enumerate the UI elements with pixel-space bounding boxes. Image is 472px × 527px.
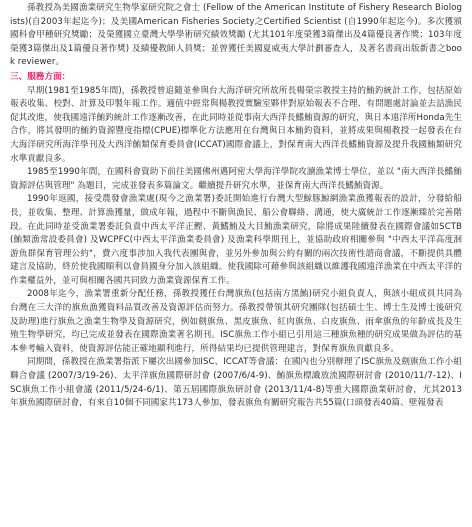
- service-paragraph-1: 早期(1981至1985年間)，孫教授曾追隨並參與台大海洋研究所故所長楊榮宗教授主持的鮪釣統計工作，包括原始報表收集、校對、計算及印製年報工作。適值中經常與楊教授實驗室夥伴對原始報表不合理、有問題處討論並去詰漁民促其改進，使我國遠洋鮪釣統計工作逐漸改善，在此同時並從事南大西洋長鰭鮪資源的研究，與日本遠洋所Honda先生合作，將其發明的鮪釣資源豐度指標(CPUE)標準化方法應用在台灣與日本鮪釣資料，並將成果與楊教授一起發表在台大海洋研究所海洋學刊及大西洋鮪類保育委員會(ICCAT)國際會議上，對保育南大西洋長鰭鮪資源及提升我國鮪類研究水準貢獻良多。: [10, 85, 462, 164]
- service-paragraph-4: 2008年迄今，漁業署重新分配任務，孫教授獲任台灣旗魚(包括南方黑鮪)研究小組負責人，與該小組成員共同為台灣在三大洋的旗魚漁獲資料品質改善及資源評估而努力。孫教授帶領其研究團隊(包括碩士生、博士生及博士後研究及助理)進行旗魚之漁業生物學及資源研究，例如劍旗魚、黑皮旗魚、紅肉旗魚、白皮旗魚、雨傘旗魚的年齡成長及生殖生物學研究，均已完成並發表在國際漁業著名期刊。ISC旗魚工作小組已引用這三種旗魚種的研究成果做為評估的基本參考輸入資料，使資源評估能正確地顯利進行，所得結果均已提供管理建言，對保育旗魚貢獻良多。: [10, 289, 462, 354]
- intro-paragraph: 孫教授為美國漁業研究生物學家研究院之會士 (Fellow of the American Institute of Fishery Research Biologists)(自2003年起迄今)；及美國American Fisheries Society之Certified Scientist (自1990年起迄今)。多次獲頒國科會甲種研究獎勵；及榮獲國立臺灣大學學術研究績效獎勵 (尤其101年度榮獲3篇傑出及4篇優良著作獎；103年度榮獲3篇傑出及1篇優良著作獎) 及績優教師人員獎；並曾獲任美國夏威夷大學計劃審查人，及著名書商出版新書之book reviewer。: [10, 3, 462, 68]
- service-paragraph-5: 同期間，孫教授在漁業署指派下屢次出國參加ISC、ICCAT等會議：在國內也分別辦理了ISC旗魚及劍旗魚工作小組聯合會議 (2007/3/19-26)、太平洋旗魚國際研討會 (2007/6/4-9)、鮪旗魚標識放流國際研討會 (2010/11/7-12)、ISC旗魚工作小組會議 (2011/5/24-6/1)、第五屆國際旗魚研討會 (2013/11/4-8)等重大國際漁業研討會，尤其2013年旗魚國際研討會，有來自10個不同國家共173人參加，發表旗魚有關研究報告共55篇(口頭發表40篇、壁報發表: [10, 357, 462, 409]
- service-paragraph-3: 1990年返國，接受農發會漁業處(現今之漁業署)委託開始進行台灣大型鯨豚鯨網漁業漁獲報表的設計，分發給船長，並收集、整理、計算漁獲量，做成年報，過程中不斷與漁民、船公會聯絡、溝通，使大廣統計工作逐漸臻於完善階段。在此同時並受漁業署委託負責中西太平洋正鰹、黃鰭鮪及大目鮪漁業研究，除將成果陸續發表在國際會議如SCTB (鮪類漁常設委員會) 及WCPFC(中西太平洋漁業委員會) 及漁業科學期刊上，並協助政府相關參與 "中西太平洋高度洄游魚群保育管理公約"，費六度事涉加入我代表團與會，並另外參加與公約有關的兩次技術性諮商會議，不斷提供具體建言及協助，終於使我國順利以會員國身分加入該組織。使我國除可藉參與該組織以維護我國遠洋漁業在中西太平洋的作業權益外，並可與相關各國共同致力漁業資源保育工作。: [10, 194, 462, 286]
- service-paragraph-2: 1985至1990年間，在國科會資助下前往美國佛州邁阿密大學海洋學院攻讀漁業博士學位，並以 "南大西洋長鰭鮪資源評估與管理" 為題目，完成並發表多篇論文。繼續提升研究水準，並保育南大西洋長鰭鮪資源。: [10, 167, 462, 191]
- section-heading-service: 三、服務方面：: [10, 71, 71, 82]
